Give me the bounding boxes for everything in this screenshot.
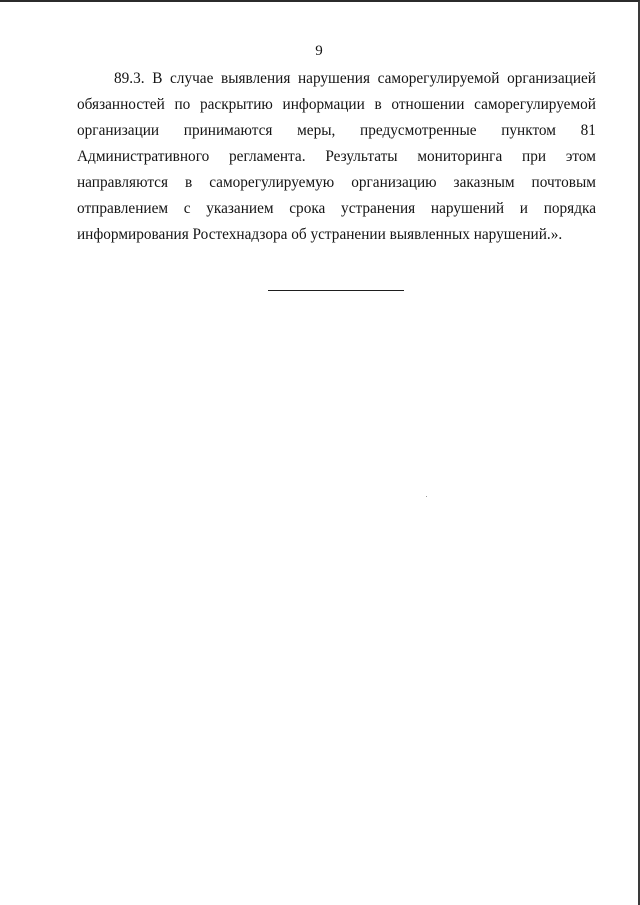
word: обязанностей <box>77 96 165 113</box>
word: пунктом <box>501 122 556 139</box>
word: отправлением <box>77 200 169 217</box>
word: саморегулируемую <box>209 174 335 191</box>
word: 81 <box>580 122 596 139</box>
word: устранения <box>341 200 416 217</box>
word: нарушений <box>430 200 505 217</box>
word: направляются <box>77 174 169 191</box>
text-line <box>77 196 596 222</box>
text-line <box>77 170 596 196</box>
word: предусмотренные <box>360 122 477 139</box>
word: при <box>522 148 547 165</box>
text-line <box>77 92 596 118</box>
word: Административного <box>77 148 210 165</box>
word: меры, <box>297 122 336 139</box>
word: порядка <box>543 200 596 217</box>
page-number: 9 <box>315 43 323 59</box>
word: по <box>174 96 191 113</box>
word: и <box>519 200 528 217</box>
word: 89.3. <box>114 70 145 87</box>
word: саморегулируемой <box>474 96 596 113</box>
word: заказным <box>453 174 515 191</box>
word: информирования Ростехнадзора об устранении выявленных нарушений.». <box>77 226 563 243</box>
word: организацией <box>507 70 596 87</box>
word: срока <box>289 200 326 217</box>
paragraph-89-3 <box>77 66 596 248</box>
word: В <box>152 70 163 87</box>
word: с <box>183 200 191 217</box>
word: почтовым <box>531 174 596 191</box>
word: в <box>184 174 193 191</box>
word: Результаты <box>325 148 398 165</box>
text-line <box>77 144 596 170</box>
word: отношении <box>391 96 465 113</box>
text-line <box>77 222 596 248</box>
word: нарушения <box>297 70 371 87</box>
word: принимаются <box>183 122 273 139</box>
word: мониторинга <box>417 148 503 165</box>
scan-artifact <box>426 496 427 497</box>
word: информации <box>282 96 365 113</box>
word: регламента. <box>229 148 306 165</box>
word: указанием <box>206 200 274 217</box>
text-line <box>77 66 596 92</box>
word: саморегулируемой <box>377 70 500 87</box>
word: выявления <box>220 70 291 87</box>
word: раскрытию <box>199 96 273 113</box>
separator-line <box>268 290 404 291</box>
word: организацию <box>351 174 437 191</box>
text-line <box>77 118 596 144</box>
word: организации <box>77 122 160 139</box>
word: в <box>374 96 382 113</box>
word: случае <box>170 70 214 87</box>
word: этом <box>565 148 596 165</box>
